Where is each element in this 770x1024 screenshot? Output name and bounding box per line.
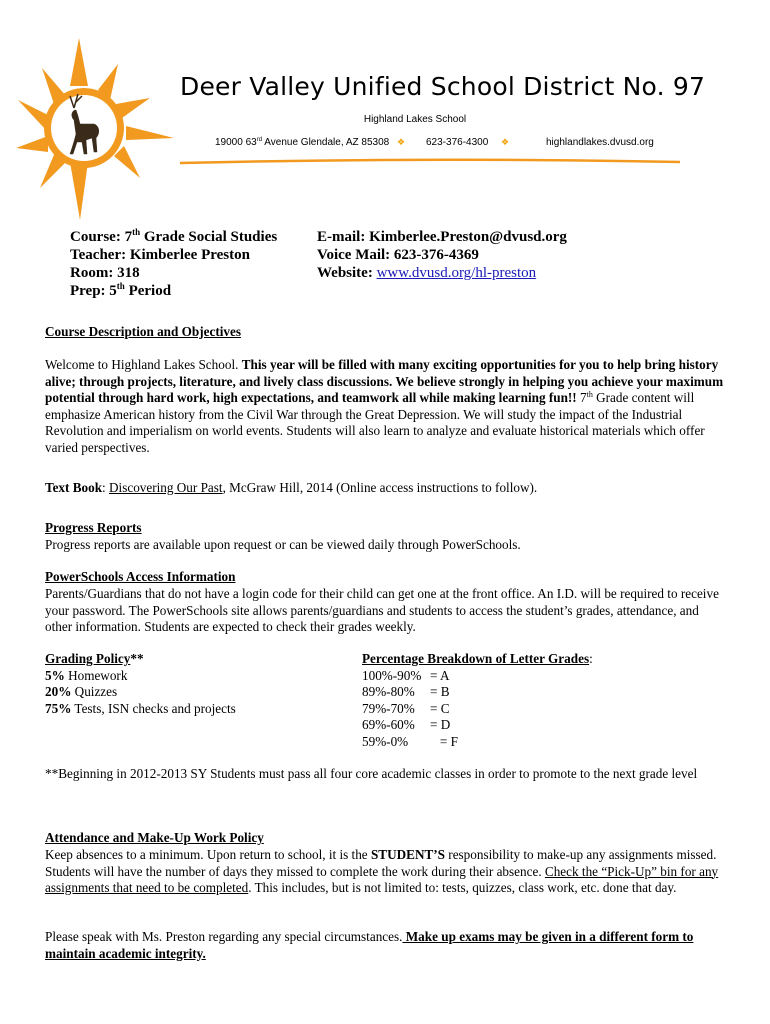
prep-line: Prep: 5th Period	[70, 281, 172, 299]
attendance-heading: Attendance and Make-Up Work Policy	[45, 830, 264, 845]
closing-note: Please speak with Ms. Preston regarding any special circumstances. Make up exams may be given in a different form to maintain academic integrity.	[45, 929, 694, 961]
course-line: Course: 7th Grade Social Studies	[70, 227, 278, 245]
contact-info	[317, 228, 567, 282]
school-website[interactable]: highlandlakes.dvusd.org	[546, 137, 654, 148]
letter-grade-heading: Percentage Breakdown of Letter Grades:	[362, 651, 593, 666]
grade-row: 100%-90% = A	[362, 667, 450, 683]
website-line: Website: www.dvusd.org/hl-preston	[317, 265, 537, 281]
grading-item: 5% Homework	[45, 667, 128, 683]
progress-heading: Progress Reports	[45, 520, 142, 535]
email-line: E-mail: Kimberlee.Preston@dvusd.org	[317, 229, 567, 245]
district-logo	[14, 38, 178, 220]
teacher-website-link[interactable]: www.dvusd.org/hl-preston	[376, 265, 537, 281]
voicemail-line: Voice Mail: 623-376-4369	[317, 247, 479, 263]
letter-grade-table	[362, 651, 593, 750]
description-heading: Course Description and Objectives	[45, 324, 241, 339]
separator-icon: ❖	[397, 137, 406, 147]
school-name: Highland Lakes School	[363, 114, 467, 125]
powerschools-heading: PowerSchools Access Information	[45, 569, 236, 584]
contact-row	[215, 137, 665, 151]
grade-row: 89%-80% = B	[362, 684, 450, 699]
phone: 623-376-4300	[426, 137, 489, 148]
textbook-line: Text Book: Discovering Our Past, McGraw Hill, 2014 (Online access instructions to follow).	[45, 480, 538, 495]
grade-row: 59%-0% = F	[362, 733, 458, 749]
progress-text: Progress reports are available upon request or can be viewed daily through PowerSchools.	[45, 537, 521, 552]
address: 19000 63rd Avenue Glendale, AZ 85308	[215, 137, 390, 148]
separator-icon: ❖	[501, 137, 510, 147]
course-info	[70, 228, 277, 300]
grade-row: 79%-70% = C	[362, 700, 450, 716]
header-divider	[180, 156, 680, 170]
footnote: **Beginning in 2012-2013 SY Students must pass all four core academic classes in order to promote to the next grade level	[45, 766, 698, 781]
textbook-title: Discovering Our Past	[109, 480, 223, 495]
teacher-line: Teacher: Kimberlee Preston	[70, 247, 250, 263]
room-line: Room: 318	[70, 265, 140, 281]
grading-policy	[45, 651, 345, 717]
grade-row: 69%-60% = D	[362, 717, 451, 732]
grading-item: 75% Tests, ISN checks and projects	[45, 700, 236, 716]
grading-item: 20% Quizzes	[45, 684, 118, 699]
description-paragraph: Welcome to Highland Lakes School. This year will be filled with many exciting opportunities for you to help bring history alive; through projects, literature, and lively class discussions. We believe strongly in helping you achieve your maximum potential through hard work, high expectations, and teamwork all while making learning fun!! 7th Grade content will emphasize American history from the Civil War through the Great Depression. We will study the impact of the Industrial Revolution and imperialism on world events. Students will also learn to analyze and evaluate historical materials which offer varied perspectives.	[45, 357, 724, 455]
attendance-text: Keep absences to a minimum. Upon return to school, it is the STUDENT’S responsibility to make-up any assignments missed. Students will have the number of days they missed to complete the work during their absence. Check the “Pick-Up” bin for any assignments that need to be completed. This includes, but is not limited to: tests, quizzes, class work, etc. done that day.	[45, 847, 719, 895]
grading-heading: Grading Policy**	[45, 651, 144, 666]
powerschools-text: Parents/Guardians that do not have a login code for their child can get one at the front office. An I.D. will be required to receive your password. The PowerSchools site allows parents/guardians and students to access the student’s grades, attendance, and other information. Students are expected to check their grades weekly.	[45, 586, 719, 634]
district-title: Deer Valley Unified School District No. 97	[180, 72, 706, 101]
